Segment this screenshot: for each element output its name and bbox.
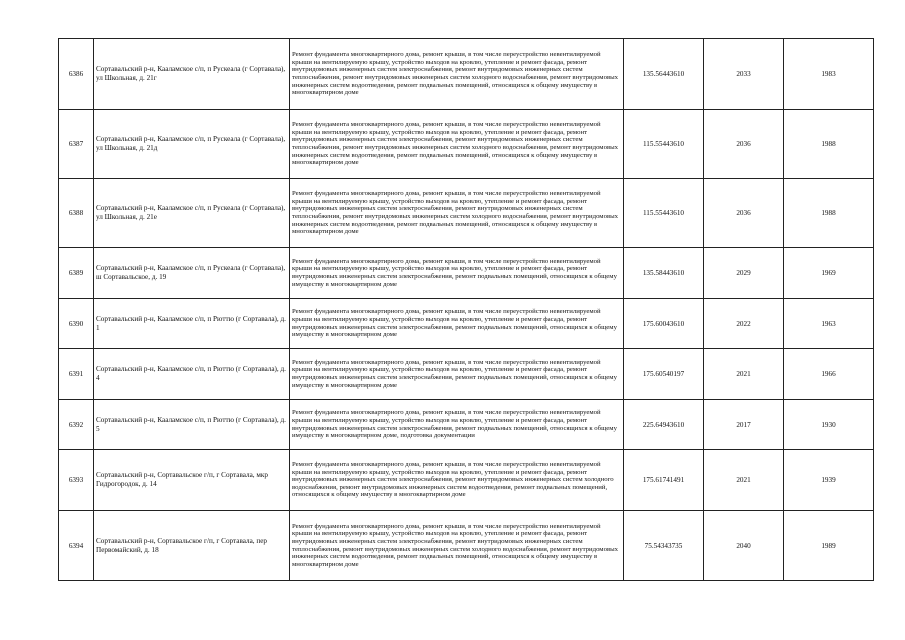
table-row (59, 110, 874, 179)
works-cell: Ремонт фундамента многоквартирного дома, ремонт крыши, в том числе переустройство невентилируемой крыши на вентилируемую крышу, устройство выходов на кровлю, утепление и ремонт фасада, ремонт внутридомовых инженерных систем электроснабжения, ремонт внутридомовых инженерных систем теплоснабжения, ремонт внутридомовых инженерных систем холодного водоснабжения, ремонт внутридомовых инженерных систем водоотведения, ремонт подвальных помещений, относящихся к общему имуществу в многоквартирном доме (290, 511, 624, 581)
address-cell: Сортавальский р-н, Кааламское с/п, п Рускеала (г Сортавала), ул Школьная, д. 21г (94, 39, 290, 110)
build-year-cell: 1939 (784, 450, 874, 511)
row-number-cell: 6390 (59, 299, 94, 349)
area-cell: 175.61741491 (624, 450, 704, 511)
area-cell: 175.60540197 (624, 349, 704, 400)
area-cell: 225.64943610 (624, 400, 704, 450)
table-row (59, 248, 874, 299)
works-cell: Ремонт фундамента многоквартирного дома, ремонт крыши, в том числе переустройство невентилируемой крыши на вентилируемую крышу, устройство выходов на кровлю, утепление и ремонт фасада, ремонт внутридомовых инженерных систем электроснабжения, ремонт подвальных помещений, относящихся к общему имуществу в многоквартирном доме (290, 349, 624, 400)
housing-registry-table (58, 38, 874, 581)
address-cell: Сортавальский р-н, Кааламское с/п, п Рюттю (г Сортавала), д. 5 (94, 400, 290, 450)
build-year-cell: 1989 (784, 511, 874, 581)
planned-year-cell: 2040 (704, 511, 784, 581)
area-cell: 135.58443610 (624, 248, 704, 299)
works-cell: Ремонт фундамента многоквартирного дома, ремонт крыши, в том числе переустройство невентилируемой крыши на вентилируемую крышу, устройство выходов на кровлю, утепление и ремонт фасада, ремонт внутридомовых инженерных систем электроснабжения, ремонт внутридомовых инженерных систем теплоснабжения, ремонт внутридомовых инженерных систем холодного водоснабжения, ремонт внутридомовых инженерных систем водоотведения, ремонт подвальных помещений, относящихся к общему имуществу в многоквартирном доме (290, 110, 624, 179)
address-cell: Сортавальский р-н, Кааламское с/п, п Рускеала (г Сортавала), ул Школьная, д. 21е (94, 179, 290, 248)
area-cell: 115.55443610 (624, 110, 704, 179)
row-number-cell: 6388 (59, 179, 94, 248)
address-cell: Сортавальский р-н, Кааламское с/п, п Рюттю (г Сортавала), д. 1 (94, 299, 290, 349)
table-row (59, 179, 874, 248)
table-row (59, 400, 874, 450)
works-cell: Ремонт фундамента многоквартирного дома, ремонт крыши, в том числе переустройство невентилируемой крыши на вентилируемую крышу, устройство выходов на кровлю, утепление и ремонт фасада, ремонт внутридомовых инженерных систем электроснабжения, ремонт внутридомовых инженерных систем теплоснабжения, ремонт внутридомовых инженерных систем холодного водоснабжения, ремонт внутридомовых инженерных систем водоотведения, ремонт подвальных помещений, относящихся к общему имуществу в многоквартирном доме (290, 179, 624, 248)
table-row (59, 450, 874, 511)
area-cell: 175.60043610 (624, 299, 704, 349)
row-number-cell: 6392 (59, 400, 94, 450)
planned-year-cell: 2022 (704, 299, 784, 349)
row-number-cell: 6394 (59, 511, 94, 581)
build-year-cell: 1988 (784, 110, 874, 179)
row-number-cell: 6393 (59, 450, 94, 511)
build-year-cell: 1969 (784, 248, 874, 299)
build-year-cell: 1983 (784, 39, 874, 110)
address-cell: Сортавальский р-н, Сортавальское г/п, г Сортавала, мкр Гидрогородок, д. 14 (94, 450, 290, 511)
address-cell: Сортавальский р-н, Кааламское с/п, п Рюттю (г Сортавала), д. 4 (94, 349, 290, 400)
build-year-cell: 1988 (784, 179, 874, 248)
build-year-cell: 1930 (784, 400, 874, 450)
planned-year-cell: 2033 (704, 39, 784, 110)
planned-year-cell: 2036 (704, 179, 784, 248)
build-year-cell: 1963 (784, 299, 874, 349)
works-cell: Ремонт фундамента многоквартирного дома, ремонт крыши, в том числе переустройство невентилируемой крыши на вентилируемую крышу, устройство выходов на кровлю, утепление и ремонт фасада, ремонт внутридомовых инженерных систем электроснабжения, ремонт подвальных помещений, относящихся к общему имуществу в многоквартирном доме, подготовка документации (290, 400, 624, 450)
works-cell: Ремонт фундамента многоквартирного дома, ремонт крыши, в том числе переустройство невентилируемой крыши на вентилируемую крышу, устройство выходов на кровлю, утепление и ремонт фасада, ремонт внутридомовых инженерных систем электроснабжения, ремонт подвальных помещений, относящихся к общему имуществу в многоквартирном доме (290, 299, 624, 349)
table-row (59, 349, 874, 400)
row-number-cell: 6386 (59, 39, 94, 110)
build-year-cell: 1966 (784, 349, 874, 400)
works-cell: Ремонт фундамента многоквартирного дома, ремонт крыши, в том числе переустройство невентилируемой крыши на вентилируемую крышу, устройство выходов на кровлю, утепление и ремонт фасада, ремонт внутридомовых инженерных систем электроснабжения, ремонт внутридомовых инженерных систем теплоснабжения, ремонт внутридомовых инженерных систем холодного водоснабжения, ремонт внутридомовых инженерных систем водоотведения, ремонт подвальных помещений, относящихся к общему имуществу в многоквартирном доме (290, 39, 624, 110)
row-number-cell: 6389 (59, 248, 94, 299)
table-body (59, 39, 874, 581)
works-cell: Ремонт фундамента многоквартирного дома, ремонт крыши, в том числе переустройство невентилируемой крыши на вентилируемую крышу, устройство выходов на кровлю, утепление и ремонт фасада, ремонт внутридомовых инженерных систем электроснабжения, ремонт подвальных помещений, относящихся к общему имуществу в многоквартирном доме (290, 248, 624, 299)
area-cell: 135.56443610 (624, 39, 704, 110)
area-cell: 75.54343735 (624, 511, 704, 581)
planned-year-cell: 2021 (704, 450, 784, 511)
table-row (59, 39, 874, 110)
works-cell: Ремонт фундамента многоквартирного дома, ремонт крыши, в том числе переустройство невентилируемой крыши на вентилируемую крышу, устройство выходов на кровлю, утепление и ремонт фасада, ремонт внутридомовых инженерных систем электроснабжения, ремонт внутридомовых инженерных систем холодного водоснабжения, ремонт внутридомовых инженерных систем водоотведения, ремонт подвальных помещений, относящихся к общему имуществу в многоквартирном доме (290, 450, 624, 511)
area-cell: 115.55443610 (624, 179, 704, 248)
table-row (59, 511, 874, 581)
row-number-cell: 6391 (59, 349, 94, 400)
address-cell: Сортавальский р-н, Сортавальское г/п, г Сортавала, пер Первомайский, д. 18 (94, 511, 290, 581)
planned-year-cell: 2036 (704, 110, 784, 179)
address-cell: Сортавальский р-н, Кааламское с/п, п Рускеала (г Сортавала), ш Сортавальское, д. 19 (94, 248, 290, 299)
row-number-cell: 6387 (59, 110, 94, 179)
planned-year-cell: 2029 (704, 248, 784, 299)
address-cell: Сортавальский р-н, Кааламское с/п, п Рускеала (г Сортавала), ул Школьная, д. 21д (94, 110, 290, 179)
planned-year-cell: 2021 (704, 349, 784, 400)
planned-year-cell: 2017 (704, 400, 784, 450)
table-row (59, 299, 874, 349)
